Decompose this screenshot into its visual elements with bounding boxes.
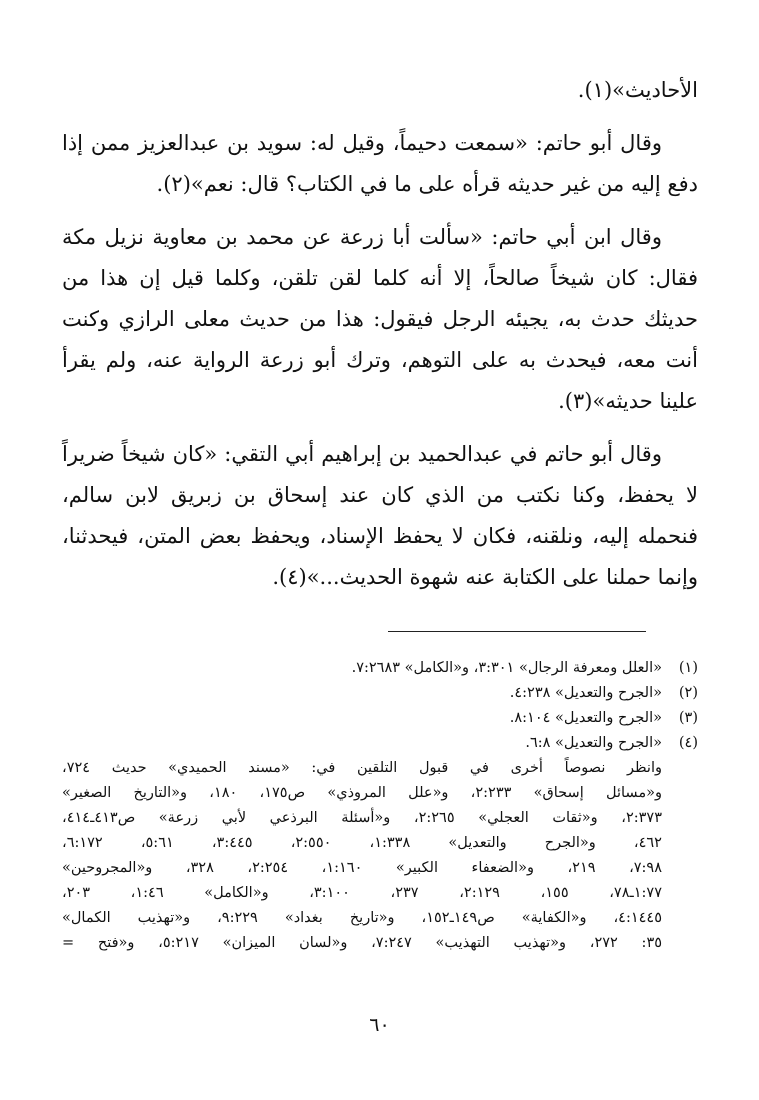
- footnote-line: و«مسائل إسحاق» ٢:٢٣٣، و«علل المروذي» ص١٧٥، ١٨٠، و«التاريخ الصغير»: [62, 785, 662, 801]
- footnote-2: [62, 681, 698, 706]
- footnote-line: ٤:١٤٤٥، و«الكفاية» ص١٤٩ـ١٥٢، و«تاريخ بغداد» ٩:٢٢٩، و«تهذيب الكمال»: [62, 910, 662, 926]
- footnote-line: ٧:٩٨، ٢١٩، و«الضعفاء الكبير» ١:١٦٠، ٢:٢٥٤، ٣٢٨، و«المجروحين»: [62, 860, 662, 876]
- footnote-line: وانظر نصوصاً أخرى في قبول التلقين في: «مسند الحميدي» حديث ٧٢٤،: [62, 760, 662, 776]
- paragraph-4: وقال أبو حاتم في عبدالحميد بن إبراهيم أبي التقي: «كان شيخاً ضريراً لا يحفظ، وكنا نكتب من الذي كان عند إسحاق بن زبريق لابن سالم، فنحمله إليه، ونلقنه، فكان لا يحفظ الإسناد، ويحفظ بعض المتن، فيحدثنا، وإنما حملنا على الكتابة عنه شهوة الحديث...»(٤).: [62, 442, 698, 589]
- footnote-number: (٣): [678, 710, 698, 726]
- footnote-number: (٢): [678, 685, 698, 701]
- page-number: ٦٠: [369, 1014, 390, 1036]
- paragraph-3: وقال ابن أبي حاتم: «سألت أبا زرعة عن محمد بن معاوية نزيل مكة فقال: كان شيخاً صالحاً، إلا أنه كلما لقن تلقن، وكلما قيل إن هذا من حديثك حدث به، يجيئه الرجل فيقول: هذا من حديث معلى الرازي وكنت أنت معه، فيحدث به على التوهم، وترك أبو زرعة الرواية عنه، ولم يقرأ علينا حديثه»(٣).: [62, 225, 698, 413]
- paragraph-1: الأحاديث»(١).: [577, 78, 698, 102]
- paragraph-2: وقال أبو حاتم: «سمعت دحيماً، وقيل له: سويد بن عبدالعزيز ممن إذا دفع إليه من غير حديثه قرأه على ما في الكتاب؟ قال: نعم»(٢).: [62, 131, 698, 196]
- footnote-1: [62, 656, 698, 681]
- footnote-line: ٢:٣٧٣، و«ثقات العجلي» ٢:٢٦٥، و«أسئلة البرذعي لأبي زرعة» ص٤١٣ـ٤١٤،: [62, 810, 662, 826]
- main-text: [62, 70, 698, 610]
- footnote-4: [62, 731, 698, 756]
- footnote-3: [62, 706, 698, 731]
- footnote-text: «الجرح والتعديل» ٤:٢٣٨.: [509, 685, 662, 701]
- footnote-number: (٤): [678, 735, 698, 751]
- footnote-4-continuation: [62, 756, 698, 956]
- footnote-text: «الجرح والتعديل» ٦:٨.: [525, 735, 662, 751]
- footnote-line: ١:٧٧ـ٧٨، ١٥٥، ٢:١٢٩، ٢٣٧، ٣:١٠٠، و«الكامل» ١:٤٦، ٢٠٣،: [62, 885, 662, 901]
- footnote-divider: [388, 631, 646, 632]
- footnote-line: ٤٦٢، و«الجرح والتعديل» ١:٣٣٨، ٢:٥٥٠، ٣:٤٤٥، ٥:٦١، ٦:١٧٢،: [62, 835, 662, 851]
- footnote-text: «الجرح والتعديل» ٨:١٠٤.: [509, 710, 662, 726]
- footnote-line: ٣٥: ٢٧٢، و«تهذيب التهذيب» ٧:٢٤٧، و«لسان الميزان» ٥:٢١٧، و«فتح =: [62, 935, 663, 951]
- footnotes: [62, 656, 698, 956]
- footnote-number: (١): [678, 660, 698, 676]
- footnote-text: «العلل ومعرفة الرجال» ٣:٣٠١، و«الكامل» ٧:٢٦٨٣.: [351, 660, 662, 676]
